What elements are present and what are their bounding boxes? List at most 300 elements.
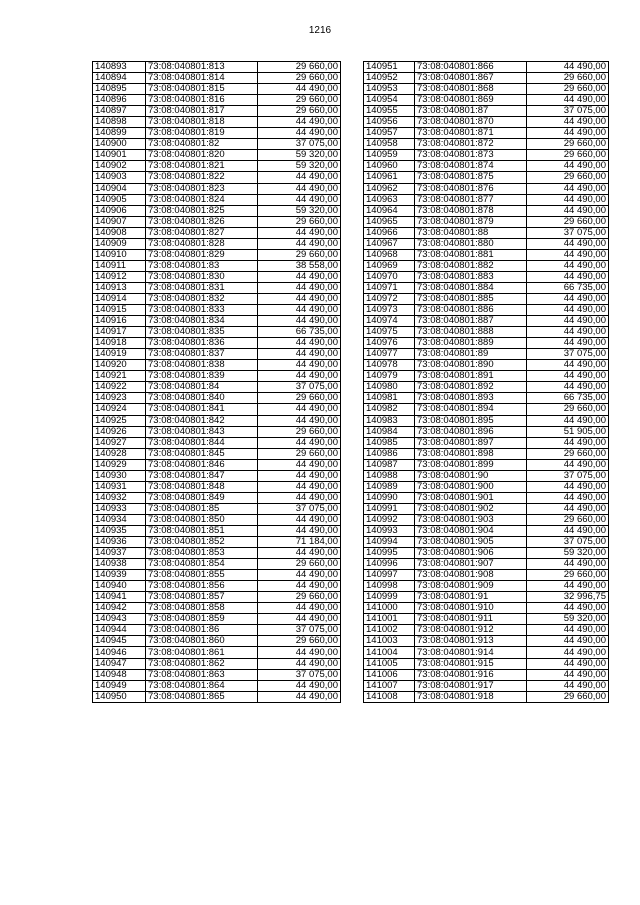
cadastral-number-cell: 73:08:040801:86: [146, 625, 258, 636]
amount-cell: 44 490,00: [258, 525, 341, 536]
record-number-cell: 140997: [364, 570, 415, 581]
record-number-cell: 140972: [364, 293, 415, 304]
amount-cell: 29 660,00: [527, 404, 609, 415]
cadastral-number-cell: 73:08:040801:869: [415, 95, 527, 106]
amount-cell: 44 490,00: [527, 415, 609, 426]
record-number-cell: 140906: [93, 205, 146, 216]
cadastral-number-cell: 73:08:040801:890: [415, 360, 527, 371]
record-number-cell: 140900: [93, 139, 146, 150]
record-number-cell: 140983: [364, 415, 415, 426]
amount-cell: 44 490,00: [258, 349, 341, 360]
cadastral-number-cell: 73:08:040801:911: [415, 614, 527, 625]
record-number-cell: 140936: [93, 537, 146, 548]
cadastral-number-cell: 73:08:040801:875: [415, 172, 527, 183]
cadastral-number-cell: 73:08:040801:827: [146, 227, 258, 238]
amount-cell: 44 490,00: [527, 183, 609, 194]
amount-cell: 44 490,00: [258, 305, 341, 316]
cadastral-number-cell: 73:08:040801:831: [146, 282, 258, 293]
amount-cell: 29 660,00: [258, 636, 341, 647]
amount-cell: 44 490,00: [527, 95, 609, 106]
record-number-cell: 140919: [93, 349, 146, 360]
table-row: [93, 537, 341, 548]
table-row: [364, 614, 609, 625]
amount-cell: 44 490,00: [527, 117, 609, 128]
table-row: [364, 448, 609, 459]
table-row: [364, 636, 609, 647]
table-row: [93, 426, 341, 437]
left-register-table: [92, 61, 341, 703]
amount-cell: 44 490,00: [527, 316, 609, 327]
cadastral-number-cell: 73:08:040801:842: [146, 415, 258, 426]
table-row: [93, 293, 341, 304]
table-row: [93, 680, 341, 691]
amount-cell: 66 735,00: [527, 393, 609, 404]
cadastral-number-cell: 73:08:040801:860: [146, 636, 258, 647]
record-number-cell: 140976: [364, 338, 415, 349]
cadastral-number-cell: 73:08:040801:917: [415, 680, 527, 691]
amount-cell: 59 320,00: [258, 205, 341, 216]
amount-cell: 29 660,00: [258, 592, 341, 603]
amount-cell: 44 490,00: [527, 194, 609, 205]
record-number-cell: 140895: [93, 84, 146, 95]
table-row: [364, 481, 609, 492]
cadastral-number-cell: 73:08:040801:832: [146, 293, 258, 304]
amount-cell: 44 490,00: [258, 183, 341, 194]
cadastral-number-cell: 73:08:040801:868: [415, 84, 527, 95]
cadastral-number-cell: 73:08:040801:888: [415, 327, 527, 338]
table-row: [93, 647, 341, 658]
cadastral-number-cell: 73:08:040801:825: [146, 205, 258, 216]
table-row: [364, 227, 609, 238]
table-row: [364, 570, 609, 581]
record-number-cell: 140911: [93, 260, 146, 271]
cadastral-number-cell: 73:08:040801:877: [415, 194, 527, 205]
cadastral-number-cell: 73:08:040801:857: [146, 592, 258, 603]
table-row: [364, 393, 609, 404]
record-number-cell: 140977: [364, 349, 415, 360]
table-row: [93, 559, 341, 570]
record-number-cell: 140946: [93, 647, 146, 658]
amount-cell: 29 660,00: [527, 448, 609, 459]
table-row: [364, 525, 609, 536]
table-row: [93, 128, 341, 139]
cadastral-number-cell: 73:08:040801:867: [415, 73, 527, 84]
table-row: [93, 404, 341, 415]
cadastral-number-cell: 73:08:040801:863: [146, 669, 258, 680]
amount-cell: 37 075,00: [258, 503, 341, 514]
record-number-cell: 140958: [364, 139, 415, 150]
record-number-cell: 140956: [364, 117, 415, 128]
table-row: [364, 316, 609, 327]
record-number-cell: 140991: [364, 503, 415, 514]
record-number-cell: 140967: [364, 238, 415, 249]
table-row: [93, 338, 341, 349]
amount-cell: 44 490,00: [258, 238, 341, 249]
amount-cell: 44 490,00: [527, 382, 609, 393]
amount-cell: 44 490,00: [258, 459, 341, 470]
amount-cell: 44 490,00: [258, 437, 341, 448]
amount-cell: 29 660,00: [258, 62, 341, 73]
cadastral-number-cell: 73:08:040801:865: [146, 691, 258, 702]
record-number-cell: 140923: [93, 393, 146, 404]
amount-cell: 44 490,00: [258, 581, 341, 592]
amount-cell: 44 490,00: [258, 548, 341, 559]
record-number-cell: 140940: [93, 581, 146, 592]
cadastral-number-cell: 73:08:040801:851: [146, 525, 258, 536]
cadastral-number-cell: 73:08:040801:826: [146, 216, 258, 227]
right-register-table: [363, 61, 609, 703]
record-number-cell: 140909: [93, 238, 146, 249]
table-row: [364, 117, 609, 128]
record-number-cell: 140915: [93, 305, 146, 316]
record-number-cell: 140910: [93, 249, 146, 260]
record-number-cell: 140950: [93, 691, 146, 702]
cadastral-number-cell: 73:08:040801:820: [146, 150, 258, 161]
amount-cell: 44 490,00: [527, 327, 609, 338]
amount-cell: 44 490,00: [527, 603, 609, 614]
record-number-cell: 140960: [364, 161, 415, 172]
table-row: [364, 73, 609, 84]
amount-cell: 44 490,00: [258, 293, 341, 304]
cadastral-number-cell: 73:08:040801:852: [146, 537, 258, 548]
table-row: [93, 437, 341, 448]
cadastral-number-cell: 73:08:040801:839: [146, 371, 258, 382]
cadastral-number-cell: 73:08:040801:887: [415, 316, 527, 327]
cadastral-number-cell: 73:08:040801:909: [415, 581, 527, 592]
amount-cell: 44 490,00: [258, 227, 341, 238]
record-number-cell: 140941: [93, 592, 146, 603]
cadastral-number-cell: 73:08:040801:882: [415, 260, 527, 271]
amount-cell: 44 490,00: [258, 680, 341, 691]
cadastral-number-cell: 73:08:040801:895: [415, 415, 527, 426]
amount-cell: 37 075,00: [258, 382, 341, 393]
record-number-cell: 140902: [93, 161, 146, 172]
record-number-cell: 140949: [93, 680, 146, 691]
amount-cell: 29 660,00: [258, 73, 341, 84]
cadastral-number-cell: 73:08:040801:908: [415, 570, 527, 581]
record-number-cell: 140921: [93, 371, 146, 382]
table-row: [93, 636, 341, 647]
cadastral-number-cell: 73:08:040801:915: [415, 658, 527, 669]
amount-cell: 44 490,00: [527, 636, 609, 647]
record-number-cell: 140937: [93, 548, 146, 559]
record-number-cell: 140961: [364, 172, 415, 183]
cadastral-number-cell: 73:08:040801:889: [415, 338, 527, 349]
record-number-cell: 140897: [93, 106, 146, 117]
amount-cell: 29 660,00: [527, 73, 609, 84]
cadastral-number-cell: 73:08:040801:891: [415, 371, 527, 382]
table-row: [93, 260, 341, 271]
amount-cell: 44 490,00: [527, 559, 609, 570]
table-row: [93, 448, 341, 459]
table-row: [93, 360, 341, 371]
table-row: [364, 84, 609, 95]
cadastral-number-cell: 73:08:040801:90: [415, 470, 527, 481]
amount-cell: 29 660,00: [258, 106, 341, 117]
amount-cell: 37 075,00: [258, 625, 341, 636]
amount-cell: 44 490,00: [258, 128, 341, 139]
table-row: [93, 658, 341, 669]
record-number-cell: 140980: [364, 382, 415, 393]
cadastral-number-cell: 73:08:040801:816: [146, 95, 258, 106]
table-row: [93, 161, 341, 172]
cadastral-number-cell: 73:08:040801:858: [146, 603, 258, 614]
table-row: [364, 293, 609, 304]
amount-cell: 44 490,00: [527, 305, 609, 316]
table-row: [364, 194, 609, 205]
cadastral-number-cell: 73:08:040801:913: [415, 636, 527, 647]
cadastral-number-cell: 73:08:040801:855: [146, 570, 258, 581]
table-row: [93, 614, 341, 625]
amount-cell: 44 490,00: [527, 492, 609, 503]
record-number-cell: 140942: [93, 603, 146, 614]
amount-cell: 44 490,00: [258, 614, 341, 625]
table-row: [93, 194, 341, 205]
record-number-cell: 140907: [93, 216, 146, 227]
record-number-cell: 140971: [364, 282, 415, 293]
amount-cell: 44 490,00: [527, 625, 609, 636]
table-row: [93, 548, 341, 559]
record-number-cell: 140931: [93, 481, 146, 492]
record-number-cell: 141008: [364, 691, 415, 702]
cadastral-number-cell: 73:08:040801:836: [146, 338, 258, 349]
cadastral-number-cell: 73:08:040801:878: [415, 205, 527, 216]
table-row: [93, 570, 341, 581]
record-number-cell: 140995: [364, 548, 415, 559]
amount-cell: 44 490,00: [258, 691, 341, 702]
cadastral-number-cell: 73:08:040801:843: [146, 426, 258, 437]
cadastral-number-cell: 73:08:040801:84: [146, 382, 258, 393]
table-row: [93, 327, 341, 338]
amount-cell: 66 735,00: [527, 282, 609, 293]
record-number-cell: 140929: [93, 459, 146, 470]
record-number-cell: 140987: [364, 459, 415, 470]
cadastral-number-cell: 73:08:040801:914: [415, 647, 527, 658]
record-number-cell: 140947: [93, 658, 146, 669]
cadastral-number-cell: 73:08:040801:818: [146, 117, 258, 128]
cadastral-number-cell: 73:08:040801:896: [415, 426, 527, 437]
table-row: [364, 669, 609, 680]
table-row: [364, 691, 609, 702]
table-row: [93, 492, 341, 503]
cadastral-number-cell: 73:08:040801:856: [146, 581, 258, 592]
record-number-cell: 140984: [364, 426, 415, 437]
table-row: [93, 349, 341, 360]
amount-cell: 44 490,00: [258, 514, 341, 525]
cadastral-number-cell: 73:08:040801:849: [146, 492, 258, 503]
table-row: [364, 404, 609, 415]
table-row: [364, 537, 609, 548]
record-number-cell: 140943: [93, 614, 146, 625]
amount-cell: 29 660,00: [527, 691, 609, 702]
amount-cell: 44 490,00: [527, 437, 609, 448]
table-row: [93, 183, 341, 194]
table-row: [364, 172, 609, 183]
amount-cell: 44 490,00: [527, 128, 609, 139]
table-row: [93, 669, 341, 680]
cadastral-number-cell: 73:08:040801:87: [415, 106, 527, 117]
cadastral-number-cell: 73:08:040801:885: [415, 293, 527, 304]
amount-cell: 44 490,00: [527, 680, 609, 691]
amount-cell: 44 490,00: [258, 271, 341, 282]
table-row: [364, 470, 609, 481]
record-number-cell: 140944: [93, 625, 146, 636]
table-row: [364, 216, 609, 227]
table-row: [364, 592, 609, 603]
amount-cell: 29 660,00: [527, 514, 609, 525]
amount-cell: 51 905,00: [527, 426, 609, 437]
cadastral-number-cell: 73:08:040801:906: [415, 548, 527, 559]
cadastral-number-cell: 73:08:040801:840: [146, 393, 258, 404]
amount-cell: 38 558,00: [258, 260, 341, 271]
amount-cell: 29 660,00: [258, 448, 341, 459]
amount-cell: 29 660,00: [258, 393, 341, 404]
amount-cell: 59 320,00: [258, 150, 341, 161]
record-number-cell: 140957: [364, 128, 415, 139]
amount-cell: 44 490,00: [258, 470, 341, 481]
record-number-cell: 140898: [93, 117, 146, 128]
table-row: [364, 249, 609, 260]
table-row: [93, 625, 341, 636]
amount-cell: 44 490,00: [258, 84, 341, 95]
record-number-cell: 140966: [364, 227, 415, 238]
record-number-cell: 140989: [364, 481, 415, 492]
table-row: [364, 514, 609, 525]
record-number-cell: 140912: [93, 271, 146, 282]
record-number-cell: 140917: [93, 327, 146, 338]
amount-cell: 44 490,00: [527, 525, 609, 536]
record-number-cell: 140938: [93, 559, 146, 570]
amount-cell: 29 660,00: [527, 216, 609, 227]
cadastral-number-cell: 73:08:040801:845: [146, 448, 258, 459]
cadastral-number-cell: 73:08:040801:814: [146, 73, 258, 84]
amount-cell: 44 490,00: [527, 271, 609, 282]
record-number-cell: 140993: [364, 525, 415, 536]
amount-cell: 29 660,00: [258, 249, 341, 260]
cadastral-number-cell: 73:08:040801:894: [415, 404, 527, 415]
cadastral-number-cell: 73:08:040801:834: [146, 316, 258, 327]
cadastral-number-cell: 73:08:040801:892: [415, 382, 527, 393]
cadastral-number-cell: 73:08:040801:89: [415, 349, 527, 360]
cadastral-number-cell: 73:08:040801:873: [415, 150, 527, 161]
cadastral-number-cell: 73:08:040801:835: [146, 327, 258, 338]
amount-cell: 44 490,00: [527, 238, 609, 249]
amount-cell: 44 490,00: [258, 360, 341, 371]
amount-cell: 44 490,00: [527, 669, 609, 680]
cadastral-number-cell: 73:08:040801:864: [146, 680, 258, 691]
record-number-cell: 141003: [364, 636, 415, 647]
record-number-cell: 140927: [93, 437, 146, 448]
cadastral-number-cell: 73:08:040801:829: [146, 249, 258, 260]
record-number-cell: 140970: [364, 271, 415, 282]
record-number-cell: 140932: [93, 492, 146, 503]
cadastral-number-cell: 73:08:040801:828: [146, 238, 258, 249]
record-number-cell: 140904: [93, 183, 146, 194]
cadastral-number-cell: 73:08:040801:83: [146, 260, 258, 271]
amount-cell: 29 660,00: [527, 150, 609, 161]
table-row: [364, 581, 609, 592]
record-number-cell: 141005: [364, 658, 415, 669]
amount-cell: 44 490,00: [527, 371, 609, 382]
amount-cell: 59 320,00: [258, 161, 341, 172]
record-number-cell: 140896: [93, 95, 146, 106]
amount-cell: 44 490,00: [258, 647, 341, 658]
cadastral-number-cell: 73:08:040801:830: [146, 271, 258, 282]
record-number-cell: 141007: [364, 680, 415, 691]
record-number-cell: 141006: [364, 669, 415, 680]
record-number-cell: 140939: [93, 570, 146, 581]
record-number-cell: 140999: [364, 592, 415, 603]
cadastral-number-cell: 73:08:040801:88: [415, 227, 527, 238]
table-row: [364, 271, 609, 282]
record-number-cell: 140963: [364, 194, 415, 205]
record-number-cell: 140893: [93, 62, 146, 73]
cadastral-number-cell: 73:08:040801:899: [415, 459, 527, 470]
record-number-cell: 140986: [364, 448, 415, 459]
amount-cell: 44 490,00: [527, 205, 609, 216]
amount-cell: 59 320,00: [527, 548, 609, 559]
table-row: [93, 503, 341, 514]
page-number: 1216: [308, 25, 332, 36]
record-number-cell: 140964: [364, 205, 415, 216]
table-row: [93, 249, 341, 260]
record-number-cell: 141000: [364, 603, 415, 614]
cadastral-number-cell: 73:08:040801:876: [415, 183, 527, 194]
record-number-cell: 140914: [93, 293, 146, 304]
cadastral-number-cell: 73:08:040801:815: [146, 84, 258, 95]
table-row: [93, 415, 341, 426]
cadastral-number-cell: 73:08:040801:904: [415, 525, 527, 536]
record-number-cell: 140924: [93, 404, 146, 415]
table-row: [364, 492, 609, 503]
table-row: [364, 603, 609, 614]
amount-cell: 44 490,00: [258, 117, 341, 128]
table-row: [93, 459, 341, 470]
cadastral-number-cell: 73:08:040801:866: [415, 62, 527, 73]
table-row: [364, 503, 609, 514]
cadastral-number-cell: 73:08:040801:817: [146, 106, 258, 117]
record-number-cell: 140969: [364, 260, 415, 271]
cadastral-number-cell: 73:08:040801:82: [146, 139, 258, 150]
cadastral-number-cell: 73:08:040801:838: [146, 360, 258, 371]
cadastral-number-cell: 73:08:040801:874: [415, 161, 527, 172]
amount-cell: 44 490,00: [258, 481, 341, 492]
amount-cell: 44 490,00: [527, 503, 609, 514]
table-row: [364, 382, 609, 393]
amount-cell: 29 660,00: [258, 426, 341, 437]
amount-cell: 44 490,00: [258, 282, 341, 293]
cadastral-number-cell: 73:08:040801:898: [415, 448, 527, 459]
amount-cell: 37 075,00: [527, 470, 609, 481]
amount-cell: 59 320,00: [527, 614, 609, 625]
table-row: [93, 305, 341, 316]
cadastral-number-cell: 73:08:040801:85: [146, 503, 258, 514]
table-row: [364, 205, 609, 216]
record-number-cell: 140992: [364, 514, 415, 525]
amount-cell: 37 075,00: [258, 139, 341, 150]
table-row: [364, 548, 609, 559]
amount-cell: 29 660,00: [258, 559, 341, 570]
table-row: [93, 316, 341, 327]
cadastral-number-cell: 73:08:040801:912: [415, 625, 527, 636]
record-number-cell: 140994: [364, 537, 415, 548]
cadastral-number-cell: 73:08:040801:879: [415, 216, 527, 227]
record-number-cell: 140928: [93, 448, 146, 459]
cadastral-number-cell: 73:08:040801:848: [146, 481, 258, 492]
record-number-cell: 140916: [93, 316, 146, 327]
cadastral-number-cell: 73:08:040801:897: [415, 437, 527, 448]
record-number-cell: 140988: [364, 470, 415, 481]
